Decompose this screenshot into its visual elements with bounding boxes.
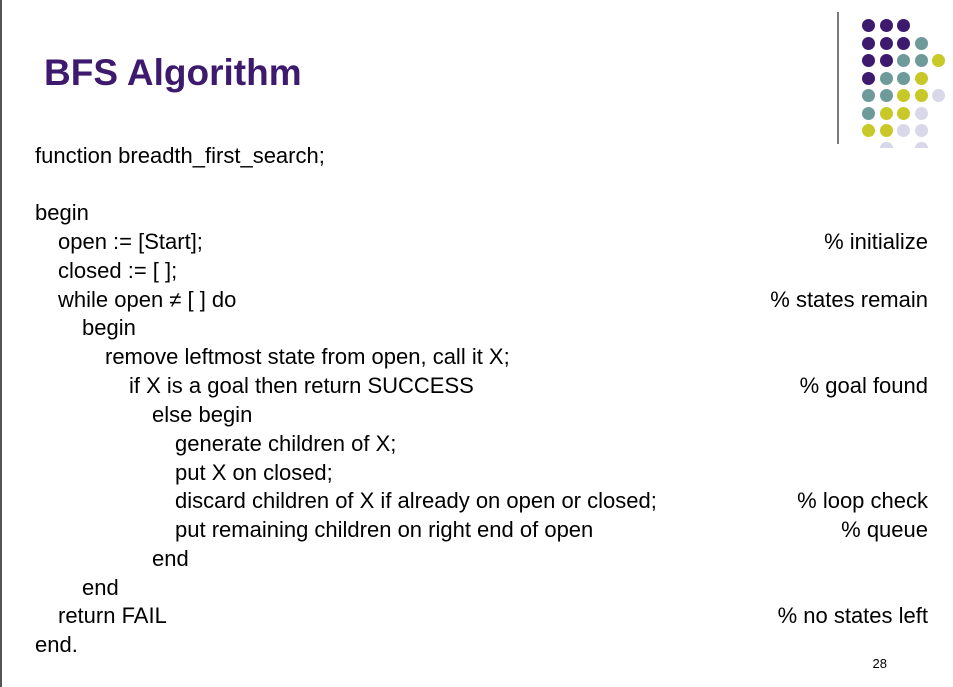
code-line [0,371,953,400]
code-text: open := [Start]; [58,229,203,254]
code-line [0,515,953,544]
code-line [0,601,953,630]
code-line [0,256,953,285]
page-number: 28 [872,656,887,671]
code-text: begin [35,200,89,225]
code-line [0,400,953,429]
slide-title: BFS Algorithm [44,52,302,93]
code-text: while open ≠ [ ] do [58,287,237,312]
code-text: put remaining children on right end of open [175,517,594,542]
code-line [0,285,953,314]
code-text: if X is a goal then return SUCCESS [129,373,474,398]
code-line [0,486,953,515]
code-text: end [152,546,189,571]
code-comment: % goal found [799,373,928,398]
code-line [0,227,953,256]
code-text: function breadth_first_search; [35,143,325,168]
code-line [0,573,953,602]
code-line [0,342,953,371]
code-comment: % states remain [770,287,928,312]
code-text: else begin [152,402,253,427]
code-comment: % queue [841,517,928,542]
code-line [0,198,953,227]
code-text: remove leftmost state from open, call it X; [105,344,510,369]
code-comment: % initialize [824,229,928,254]
code-text: put X on closed; [175,460,333,485]
code-line [0,313,953,342]
code-line [0,458,953,487]
code-line [0,630,953,659]
code-text: generate children of X; [175,431,397,456]
code-text: closed := [ ]; [58,258,178,283]
code-line [0,544,953,573]
code-text: begin [82,315,136,340]
code-line [0,141,953,170]
code-comment: % no states left [777,603,928,628]
code-text: end. [35,632,78,657]
code-text: discard children of X if already on open or closed; [175,488,657,513]
code-comment: % loop check [797,488,928,513]
code-text: end [82,575,119,600]
code-text: return FAIL [58,603,167,628]
code-line [0,429,953,458]
